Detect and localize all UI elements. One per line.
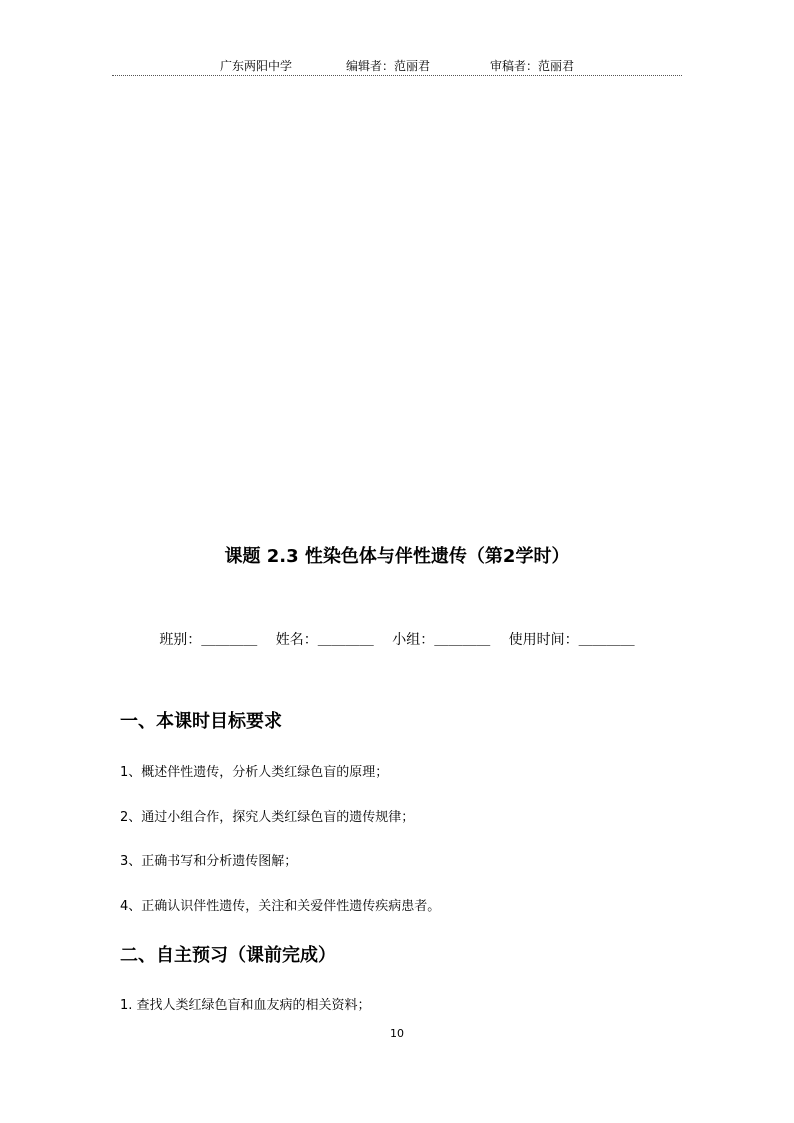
- header-editor: 编辑者：范丽君: [346, 59, 431, 73]
- class-field: 班别：＿＿＿＿: [159, 632, 258, 648]
- goal-item-2: 2、通过小组合作，探究人类红绿色盲的遗传规律；: [120, 810, 415, 825]
- goal-item-3: 3、正确书写和分析遗传图解；: [120, 854, 298, 869]
- header-reviewer: 审稿者：范丽君: [490, 59, 575, 73]
- time-field: 使用时间：＿＿＿＿: [508, 632, 635, 648]
- header-school: 广东两阳中学: [220, 59, 293, 73]
- group-field: 小组：＿＿＿＿: [392, 632, 491, 648]
- name-field: 姓名：＿＿＿＿: [275, 632, 374, 648]
- lesson-title: 课题 2.3 性染色体与伴性遗传（第2学时）: [224, 546, 570, 567]
- section-heading-preview: 二、自主预习（课前完成）: [120, 945, 336, 966]
- section-heading-goals: 一、本课时目标要求: [120, 711, 282, 732]
- header-divider: [112, 75, 682, 76]
- preview-item-1: 1. 查找人类红绿色盲和血友病的相关资料；: [120, 998, 371, 1013]
- student-info-line: [0, 630, 794, 650]
- goal-item-4: 4、正确认识伴性遗传，关注和关爱伴性遗传疾病患者。: [120, 899, 441, 914]
- page-number: 10: [390, 1027, 404, 1040]
- page-header: [112, 58, 682, 74]
- goal-item-1: 1、概述伴性遗传，分析人类红绿色盲的原理；: [120, 765, 389, 780]
